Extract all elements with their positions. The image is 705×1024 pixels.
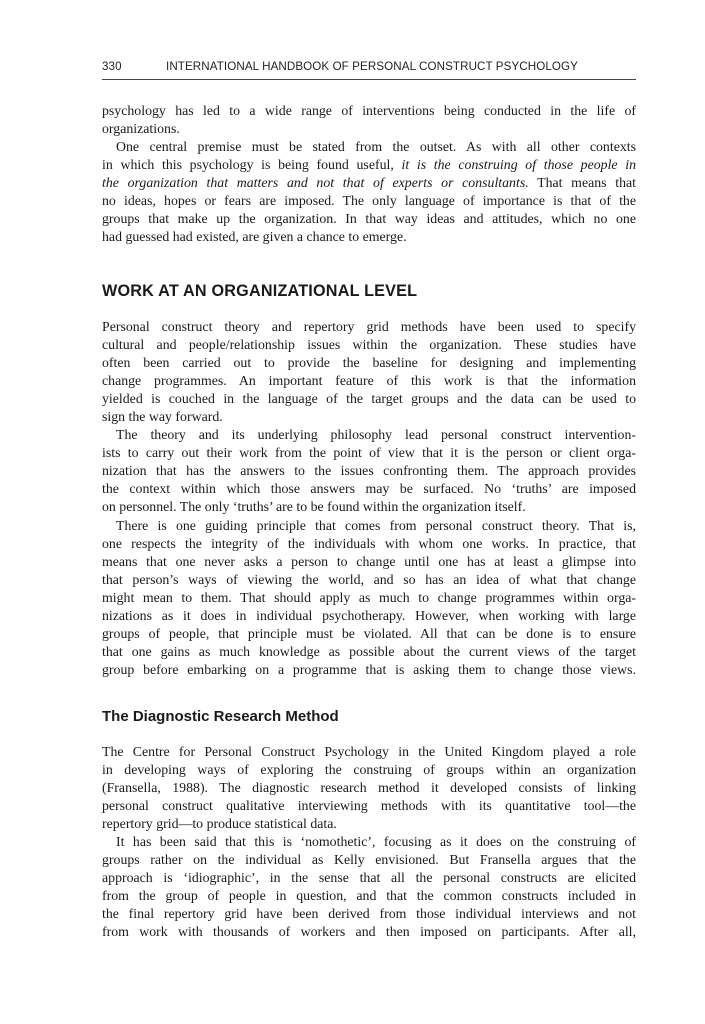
paragraph-line: groups that make up the organization. In that way ideas and attitudes, which no one	[102, 211, 636, 227]
paragraph-line: repertory grid—to produce statistical data.	[102, 816, 337, 832]
paragraph-line: group before embarking on a programme that is asking them to change those views.	[102, 661, 636, 677]
paragraph-line: from work with thousands of workers and then imposed on participants. After all,	[102, 924, 636, 940]
paragraph-line: on personnel. The only ‘truths’ are to be found within the organization itself.	[102, 499, 526, 515]
paragraph-line: personal construct qualitative interviewing methods with its quantitative tool—the	[102, 798, 636, 814]
running-header	[102, 60, 636, 80]
paragraph-line: The Centre for Personal Construct Psychology in the United Kingdom played a role	[102, 744, 636, 759]
paragraph-line: had guessed had existed, are given a chance to emerge.	[102, 229, 407, 245]
paragraph-line: psychology has led to a wide range of interventions being conducted in the life of	[102, 103, 636, 118]
paragraph-line: change programmes. An important feature of this work is that the information	[102, 373, 636, 389]
paragraph-line: There is one guiding principle that comes from personal construct theory. That is,	[116, 517, 636, 533]
paragraph-line: no ideas, hopes or fears are imposed. The only language of importance is that of the	[102, 193, 636, 209]
paragraph-line: organizations.	[102, 121, 180, 137]
paragraph-line: ists to carry out their work from the point of view that it is the person or client orga-	[102, 445, 636, 461]
paragraph-line: often been carried out to provide the baseline for designing and implementing	[102, 355, 636, 371]
document-page	[102, 60, 637, 940]
paragraph-line: It has been said that this is ‘nomothetic’, focusing as it does on the construing of	[116, 834, 636, 850]
paragraph-line: approach is ‘idiographic’, in the sense that all the personal constructs are elicited	[102, 870, 636, 886]
paragraph-line-mixed: in which this psychology is being found useful, it is the construing of those people in	[102, 157, 637, 173]
paragraph-line: that one gains as much knowledge as possible about the current views of the target	[102, 643, 636, 659]
section-organizational-level	[102, 318, 636, 679]
paragraph-line: nization that has the answers to the issues confronting them. The approach provides	[102, 463, 636, 479]
emphasis-text: the organization that matters and not that of experts or consultants.	[102, 175, 529, 191]
paragraph-line: that person’s ways of viewing the world, and so has an idea of what that change	[102, 571, 636, 587]
paragraph-line: cultural and people/relationship issues within the organization. These studies have	[102, 337, 636, 353]
paragraph-line: yielded is couched in the language of the target groups and the data can be used to	[102, 391, 636, 407]
paragraph-line: Personal construct theory and repertory grid methods have been used to specify	[102, 319, 636, 334]
paragraph-line: groups rather on the individual as Kelly envisioned. But Fransella argues that the	[102, 852, 636, 868]
paragraph-line: the context within which those answers may be surfaced. No ‘truths’ are imposed	[102, 481, 636, 497]
paragraph-line: might mean to them. That should apply as much to change programmes within orga-	[102, 589, 636, 605]
subsection-heading: The Diagnostic Research Method	[102, 708, 339, 725]
paragraph-line: from the group of people in question, and that the common constructs included in	[102, 888, 636, 904]
paragraph-line: (Fransella, 1988). The diagnostic research method it developed consists of linking	[102, 780, 636, 796]
paragraph-line: One central premise must be stated from the outset. As with all other contexts	[116, 139, 636, 155]
running-title: INTERNATIONAL HANDBOOK OF PERSONAL CONSTRUCT PSYCHOLOGY	[166, 60, 578, 73]
emphasis-text: it is the construing of those people in	[401, 157, 637, 173]
section-heading: WORK AT AN ORGANIZATIONAL LEVEL	[102, 282, 418, 300]
paragraph-line: one respects the integrity of the individuals with whom one works. In practice, that	[102, 535, 636, 551]
section-diagnostic-method	[102, 743, 636, 942]
paragraph-line: means that one never asks a person to change until one has at least a glimpse into	[102, 553, 636, 569]
paragraph-line-mixed: the organization that matters and not that of experts or consultants. That means that	[102, 175, 636, 191]
paragraph-line: the final repertory grid have been derived from those individual interviews and not	[102, 906, 636, 922]
paragraph-line: nizations as it does in individual psychotherapy. However, when working with large	[102, 607, 636, 623]
paragraph-line: sign the way forward.	[102, 409, 223, 425]
paragraph-line: groups of people, that principle must be violated. All that can be done is to ensure	[102, 625, 636, 641]
page-number: 330	[102, 60, 122, 73]
intro-section	[102, 102, 636, 246]
paragraph-line: in developing ways of exploring the construing of groups within an organization	[102, 762, 636, 778]
paragraph-line: The theory and its underlying philosophy lead personal construct intervention-	[116, 427, 636, 443]
